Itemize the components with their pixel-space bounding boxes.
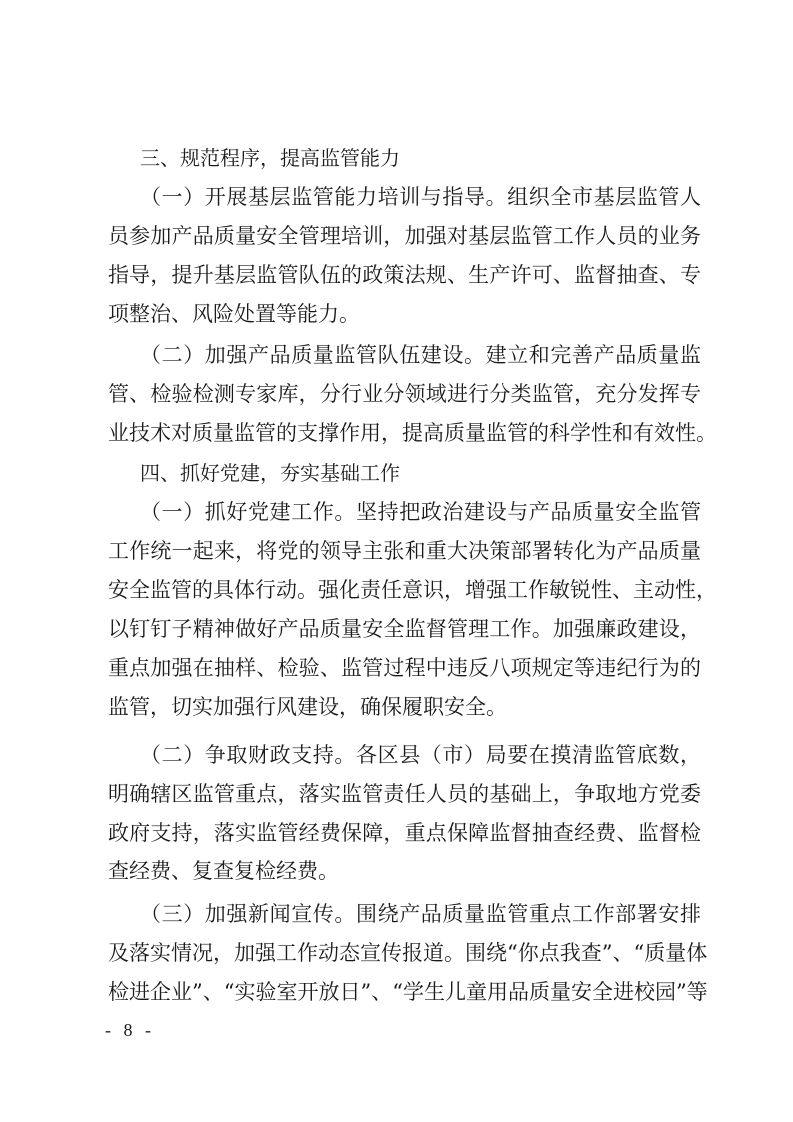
paragraph-line: 以钉钉子精神做好产品质量安全监督管理工作。加强廉政建设，: [108, 617, 701, 641]
paragraph-line: 查经费、复查复检经费。: [108, 859, 339, 883]
heading-text: 三、规范程序，提高监管能力: [140, 146, 400, 170]
paragraph-line: （二）加强产品质量监管队伍建设。建立和完善产品质量监: [140, 343, 701, 367]
page-number: - 8 -: [105, 1020, 155, 1040]
paragraph-line: 指导，提升基层监管队伍的政策法规、生产许可、监督抽查、专: [108, 263, 701, 287]
paragraph-line: 员参加产品质量安全管理培训，加强对基层监管工作人员的业务: [108, 224, 701, 248]
paragraph-line: （一）开展基层监管能力培训与指导。组织全市基层监管人: [140, 185, 701, 209]
paragraph-line: 政府支持，落实监管经费保障，重点保障监督抽查经费、监督检: [108, 821, 701, 845]
paragraph-line: 明确辖区监管重点，落实监管责任人员的基础上，争取地方党委: [108, 782, 701, 806]
paragraph-line: 项整治、风险处置等能力。: [108, 302, 360, 326]
paragraph-line: 工作统一起来，将党的领导主张和重大决策部署转化为产品质量: [108, 539, 701, 563]
paragraph-line: 管、检验检测专家库，分行业分领域进行分类监管，充分发挥专: [108, 382, 701, 406]
paragraph-line: 检进企业”、“实验室开放日”、“学生儿童用品质量安全进校园”等: [108, 980, 708, 1004]
paragraph-line: （三）加强新闻宣传。围绕产品质量监管重点工作部署安排: [140, 902, 701, 926]
paragraph-line: 及落实情况，加强工作动态宣传报道。围绕“你点我查”、“质量体: [108, 941, 708, 965]
paragraph-line: 监管，切实加强行风建设，确保履职安全。: [108, 695, 507, 719]
paragraph-line: （二）争取财政支持。各区县（市）局要在摸清监管底数，: [140, 743, 701, 767]
paragraph-line: 安全监管的具体行动。强化责任意识，增强工作敏锐性、主动性，: [108, 578, 717, 602]
paragraph-line: （一）抓好党建工作。坚持把政治建设与产品质量安全监管: [140, 500, 701, 524]
paragraph-line: 重点加强在抽样、检验、监管过程中违反八项规定等违纪行为的: [108, 656, 701, 680]
heading-text: 四、抓好党建，夯实基础工作: [140, 461, 400, 485]
paragraph-line: 业技术对质量监管的支撑作用，提高质量监管的科学性和有效性。: [108, 421, 717, 445]
